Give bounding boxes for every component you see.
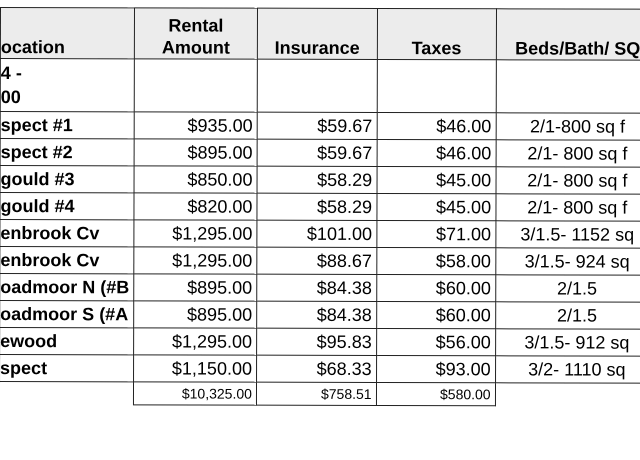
taxes-cell[interactable]: $46.00 <box>377 112 496 139</box>
table-row <box>0 193 640 222</box>
rent-cell[interactable]: $895.00 <box>134 274 257 301</box>
insurance-cell[interactable]: $84.38 <box>257 274 377 301</box>
table-row <box>0 355 640 384</box>
taxes-cell[interactable]: $46.00 <box>377 139 496 166</box>
taxes-cell[interactable]: $45.00 <box>377 166 496 193</box>
location-cell[interactable]: gould #4 <box>0 193 134 220</box>
taxes-cell[interactable]: $93.00 <box>376 355 495 382</box>
rent-cell[interactable]: $895.00 <box>134 301 257 328</box>
insurance-cell[interactable]: $59.67 <box>257 112 377 139</box>
group-label-row <box>0 59 640 114</box>
header-row <box>0 8 640 61</box>
location-cell[interactable]: oadmoor N (#B <box>0 274 134 301</box>
total-rent-cell[interactable]: $10,325.00 <box>133 382 256 405</box>
empty-cell[interactable] <box>257 59 377 112</box>
insurance-cell[interactable]: $95.83 <box>257 328 377 355</box>
empty-cell[interactable] <box>495 383 640 406</box>
beds-cell[interactable]: 2/1-800 sq f <box>496 113 640 140</box>
total-taxes-cell[interactable]: $580.00 <box>376 382 495 405</box>
beds-cell[interactable]: 2/1- 800 sq f <box>496 140 640 167</box>
taxes-cell[interactable]: $60.00 <box>376 274 495 301</box>
beds-cell[interactable]: 3/1.5- 1152 sq <box>495 221 640 248</box>
table-row <box>0 112 640 141</box>
insurance-cell[interactable]: $101.00 <box>257 220 377 247</box>
rent-cell[interactable]: $850.00 <box>134 166 257 193</box>
beds-cell[interactable]: 2/1- 800 sq f <box>496 167 640 194</box>
location-cell[interactable]: oadmoor S (#A <box>0 301 134 328</box>
taxes-cell[interactable]: $60.00 <box>376 301 495 328</box>
beds-cell[interactable]: 2/1.5 <box>495 275 640 302</box>
location-cell[interactable]: enbrook Cv <box>0 220 134 247</box>
insurance-cell[interactable]: $68.33 <box>256 355 376 382</box>
empty-cell[interactable] <box>0 382 134 405</box>
beds-cell[interactable]: 3/1.5- 912 sq <box>495 329 640 356</box>
location-cell[interactable]: gould #3 <box>0 166 134 193</box>
taxes-cell[interactable]: $45.00 <box>377 193 496 220</box>
table-row <box>0 166 640 195</box>
insurance-cell[interactable]: $58.29 <box>257 193 377 220</box>
table-row <box>0 301 640 330</box>
table-row <box>0 220 640 249</box>
rent-cell[interactable]: $1,295.00 <box>134 247 257 274</box>
insurance-cell[interactable]: $59.67 <box>257 139 377 166</box>
total-insurance-cell[interactable]: $758.51 <box>256 382 376 405</box>
insurance-cell[interactable]: $88.67 <box>257 247 377 274</box>
empty-cell[interactable] <box>496 60 640 113</box>
empty-cell[interactable] <box>134 59 257 112</box>
column-header-location[interactable]: ocation <box>0 8 134 59</box>
rent-cell[interactable]: $1,295.00 <box>134 328 257 355</box>
rent-cell[interactable]: $1,150.00 <box>134 355 257 382</box>
table-row <box>0 247 640 276</box>
beds-cell[interactable]: 2/1- 800 sq f <box>496 194 640 221</box>
taxes-cell[interactable]: $71.00 <box>376 220 495 247</box>
insurance-cell[interactable]: $58.29 <box>257 166 377 193</box>
column-header-insurance[interactable]: Insurance <box>257 8 377 59</box>
location-cell[interactable]: spect #2 <box>0 139 134 166</box>
beds-cell[interactable]: 3/2- 1110 sq <box>495 356 640 383</box>
column-header-beds-bath-sqft[interactable]: Beds/Bath/ SQ <box>496 9 640 60</box>
beds-cell[interactable]: 3/1.5- 924 sq <box>495 248 640 275</box>
rent-cell[interactable]: $1,295.00 <box>134 220 257 247</box>
rent-cell[interactable]: $820.00 <box>134 193 257 220</box>
rent-cell[interactable]: $895.00 <box>134 139 257 166</box>
location-cell[interactable]: spect <box>0 355 134 382</box>
location-cell[interactable]: enbrook Cv <box>0 247 134 274</box>
rent-cell[interactable]: $935.00 <box>134 112 257 139</box>
taxes-cell[interactable]: $56.00 <box>376 328 495 355</box>
empty-cell[interactable] <box>377 59 496 112</box>
location-cell[interactable]: spect #1 <box>0 112 134 139</box>
totals-row <box>0 382 640 407</box>
group-label-cell[interactable]: 4 - 00 <box>0 59 134 112</box>
column-header-taxes[interactable]: Taxes <box>377 8 496 59</box>
column-header-rental-amount[interactable]: Rental Amount <box>134 8 257 59</box>
table-row <box>0 139 640 168</box>
insurance-cell[interactable]: $84.38 <box>257 301 377 328</box>
table-row <box>0 274 640 303</box>
rental-table <box>0 7 640 407</box>
taxes-cell[interactable]: $58.00 <box>376 247 495 274</box>
beds-cell[interactable]: 2/1.5 <box>495 302 640 329</box>
table-row <box>0 328 640 357</box>
location-cell[interactable]: ewood <box>0 328 134 355</box>
spreadsheet <box>0 7 640 407</box>
